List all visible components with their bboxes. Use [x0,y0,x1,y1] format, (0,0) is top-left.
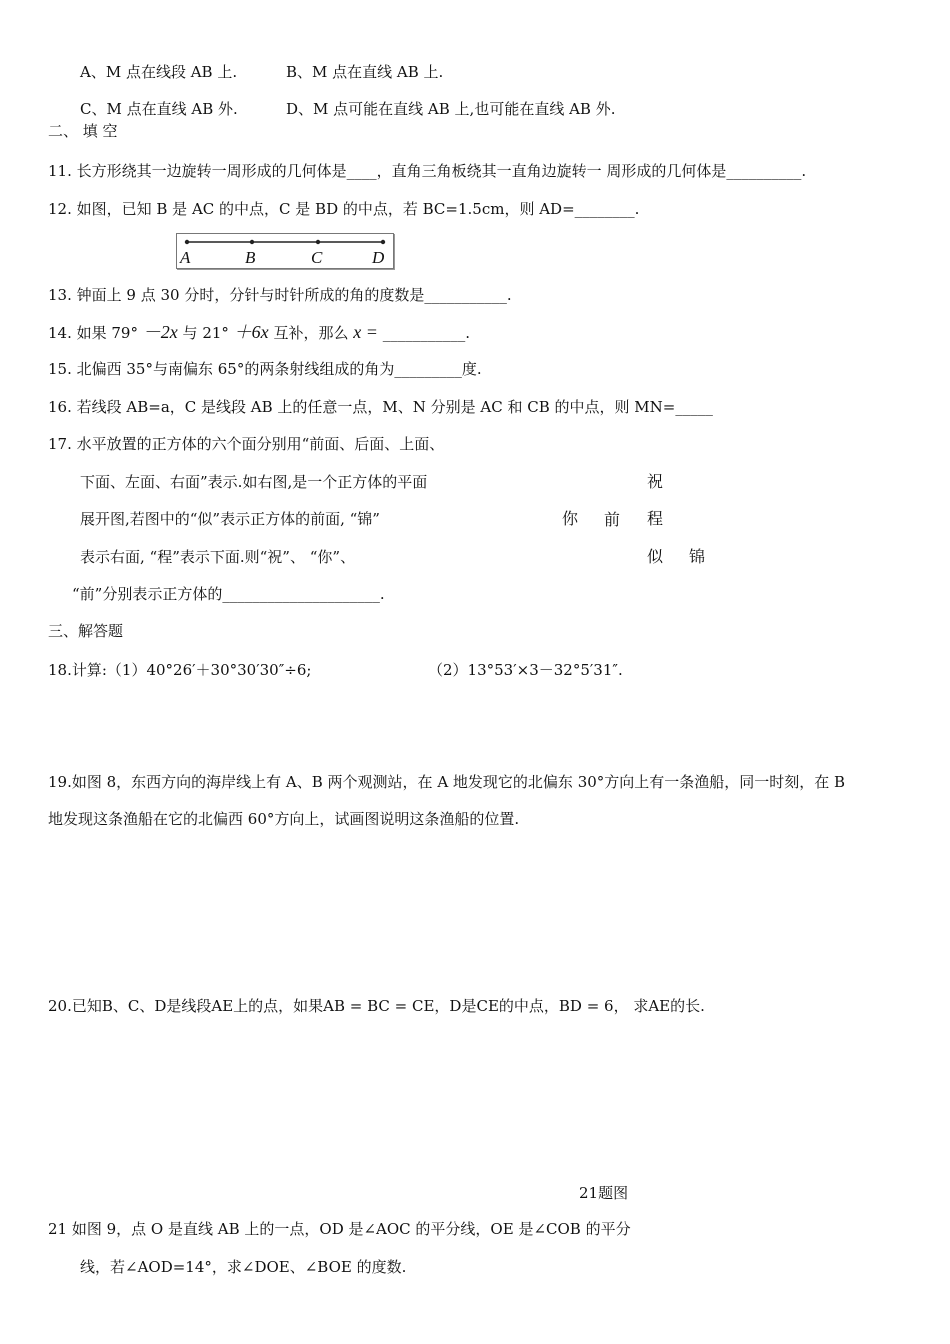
question-11: 11. 长方形绕其一边旋转一周形成的几何体是____，直角三角板绕其一直角边旋转一 周形成的几何体是__________. [48,162,807,180]
q10-option-d: D、M 点可能在直线 AB 上,也可能在直线 AB 外. [286,100,616,118]
question-15: 15. 北偏西 35°与南偏东 65°的两条射线组成的角为_________度. [48,360,482,378]
question-14 [48,322,470,343]
q10-option-c: C、M 点在直线 AB 外. [80,100,238,118]
section-fill-in-heading: 二、 填 空 [48,122,118,140]
q14-term2: ＋6x [233,322,269,342]
point-c-label: C [311,248,323,267]
segment-figure [176,233,394,269]
q14-variable: x = [353,322,378,342]
question-17-line3: 展开图,若图中的“似”表示正方体的前面, “锦” [80,510,380,528]
question-20: 20.已知B、C、D是线段AE上的点，如果AB = BC = CE，D是CE的中点，BD = 6， 求AE的长. [48,997,705,1015]
point-c-dot [316,240,320,244]
q14-mid2: 互补，那么 [273,324,349,342]
question-18-part2: （2）13°53′×3－32°5′31″. [428,661,623,679]
net-cell-qian: 前 [604,510,621,529]
q21-figure-caption: 21题图 [579,1184,629,1202]
question-12: 12. 如图，已知 B 是 AC 的中点，C 是 BD 的中点，若 BC=1.5cm，则 AD=________. [48,200,640,218]
q10-option-a: A、M 点在线段 AB 上. [80,63,238,81]
point-d-dot [381,240,385,244]
question-19-line1: 19.如图 8，东西方向的海岸线上有 A、B 两个观测站，在 A 地发现它的北偏东 30°方向上有一条渔船，同一时刻，在 B [48,773,846,791]
point-a-dot [185,240,189,244]
q14-prefix: 14. 如果 79° [48,324,138,342]
question-17-line2: 下面、左面、右面”表示.如右图,是一个正方体的平面 [80,473,428,491]
question-21-line1: 21 如图 9，点 O 是直线 AB 上的一点，OD 是∠AOC 的平分线，OE 是∠COB 的平分 [48,1220,631,1238]
point-b-label: B [245,248,256,267]
net-cell-ni: 你 [562,509,579,528]
net-cell-jin: 锦 [689,547,706,566]
q14-mid: 与 21° [182,324,229,342]
question-18-part1: 18.计算:（1）40°26′＋30°30′30″÷6; [48,661,312,679]
net-cell-si: 似 [647,547,664,566]
question-16: 16. 若线段 AB=a，C 是线段 AB 上的任意一点，M、N 分别是 AC 和 CB 的中点，则 MN=_____ [48,398,713,416]
q14-term1: －2x [142,322,178,342]
q10-option-b: B、M 点在直线 AB 上. [286,63,444,81]
net-cell-cheng: 程 [647,509,664,528]
question-17-line5: “前”分别表示正方体的_____________________. [72,585,385,603]
point-b-dot [250,240,254,244]
segment-line-svg [177,234,393,268]
question-17-line4: 表示右面, “程”表示下面.则“祝”、 “你”、 [80,548,356,566]
question-13: 13. 钟面上 9 点 30 分时，分针与时针所成的角的度数是___________. [48,286,512,304]
question-21-line2: 线，若∠AOD=14°，求∠DOE、∠BOE 的度数. [80,1258,407,1276]
point-a-label: A [180,248,191,267]
q14-blank: ___________. [382,324,470,342]
net-cell-zhu: 祝 [647,472,664,491]
section-answer-heading: 三、解答题 [48,622,124,640]
question-19-line2: 地发现这条渔船在它的北偏西 60°方向上，试画图说明这条渔船的位置. [48,810,520,828]
question-17-line1: 17. 水平放置的正方体的六个面分别用“前面、后面、上面、 [48,435,445,453]
point-d-label: D [372,248,385,267]
